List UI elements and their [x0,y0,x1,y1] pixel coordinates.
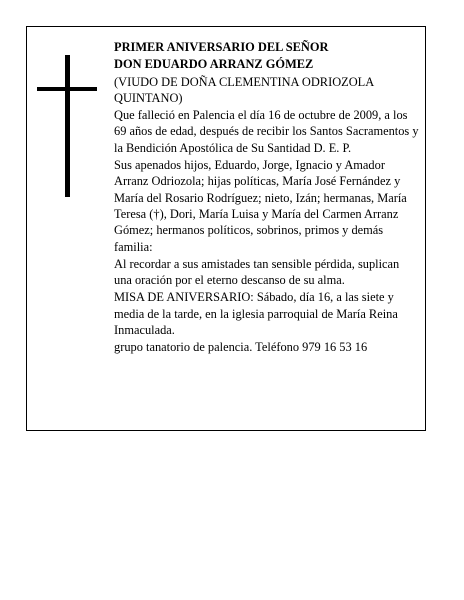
obituary-notice [26,26,426,431]
heading-line-1: PRIMER ANIVERSARIO DEL SEÑOR [114,40,329,54]
cross-horizontal-bar [37,87,97,91]
mass-paragraph: MISA DE ANIVERSARIO: Sábado, día 16, a las siete y media de la tarde, en la iglesia parroquial de María Reina Inmaculada. [114,290,398,338]
family-paragraph: Sus apenados hijos, Eduardo, Jorge, Ignacio y Amador Arranz Odriozola; hijas políticas, María José Fernández y María del Rosario Rodríguez; nieto, Izán; hermanas, María Teresa (†), Dori, María Luisa y María del Carmen Arranz Gómez; hermanos políticos, sobrinos, primos y demás familia: [114,158,407,254]
notice-text [114,39,420,357]
widower-line: (VIUDO DE DOÑA CLEMENTINA ODRIOZOLA QUINTANO) [114,74,374,105]
heading-line-2: DON EDUARDO ARRANZ GÓMEZ [114,57,314,72]
cross-vertical-bar [65,55,70,197]
footer-line: grupo tanatorio de palencia. Teléfono 979 16 53 16 [114,340,368,355]
request-paragraph: Al recordar a sus amistades tan sensible pérdida, suplican una oración por el eterno descanso de su alma. [114,256,400,288]
cross-icon [37,55,97,197]
death-paragraph: Que falleció en Palencia el día 16 de octubre de 2009, a los 69 años de edad, después de recibir los Santos Sacramentos y la Bendición Apostólica de Su Santidad D. E. P. [114,108,419,155]
